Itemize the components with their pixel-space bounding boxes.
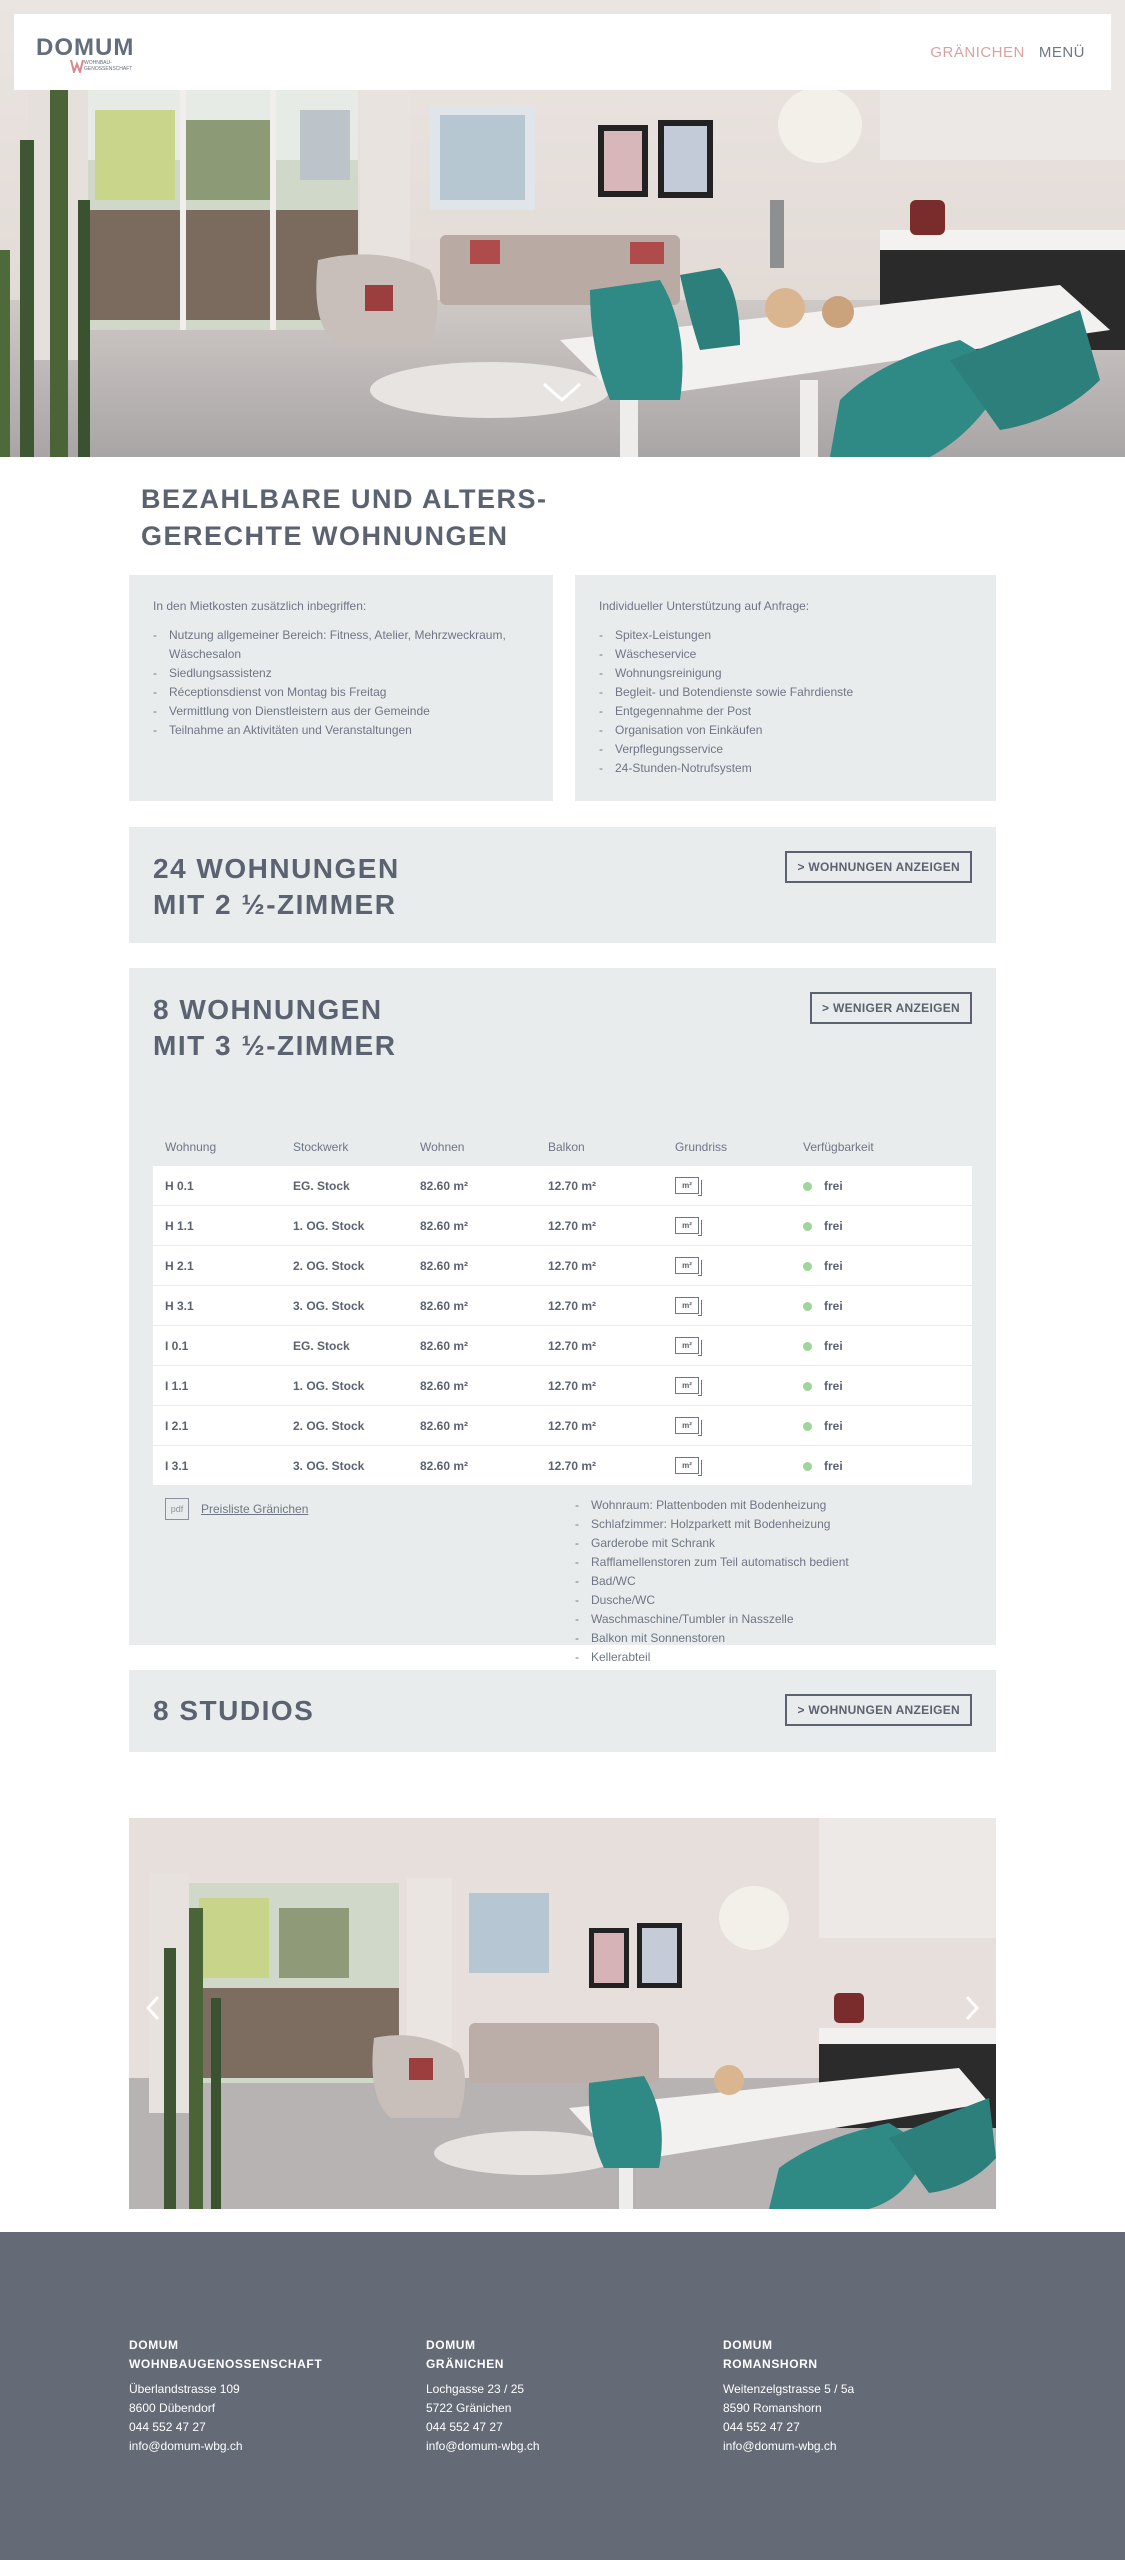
column-header: Wohnung — [165, 1140, 217, 1154]
image-gallery — [129, 1818, 996, 2209]
section-3-5-rooms — [129, 968, 996, 1664]
availability-status: frei — [824, 1298, 843, 1313]
availability-cell — [791, 1446, 972, 1485]
footer-address-street: Überlandstrasse 109 — [129, 2382, 240, 2396]
availability-status: frei — [824, 1218, 843, 1233]
list-item: - Bad/WC — [575, 1572, 849, 1591]
floorplan-cell — [663, 1326, 791, 1365]
list-item: - Vermittlung von Dienstleistern aus der Gemeinde — [153, 702, 529, 721]
show-apartments-button[interactable]: > WOHNUNGEN ANZEIGEN — [785, 851, 972, 883]
floorplan-icon[interactable]: m² — [675, 1177, 699, 1194]
features-list — [575, 1496, 849, 1667]
floor: 2. OG. Stock — [281, 1406, 408, 1445]
list-item: - Waschmaschine/Tumbler in Nasszelle — [575, 1610, 849, 1629]
unit-id: I 3.1 — [153, 1446, 281, 1485]
living-area: 82.60 m² — [408, 1446, 536, 1485]
availability-cell — [791, 1286, 972, 1325]
list-item: - Dusche/WC — [575, 1591, 849, 1610]
list-item: - Nutzung allgemeiner Bereich: Fitness, Atelier, Mehrzweckraum, Wäschesalon — [153, 626, 529, 664]
footer-heading — [426, 2336, 540, 2374]
footer-heading-line-1: DOMUM — [426, 2338, 476, 2352]
show-less-button[interactable]: > WENIGER ANZEIGEN — [810, 992, 972, 1024]
page-title — [141, 481, 547, 555]
availability-cell — [791, 1246, 972, 1285]
floor: 3. OG. Stock — [281, 1446, 408, 1485]
footer-email[interactable]: info@domum-wbg.ch — [426, 2439, 540, 2453]
included-services-intro: In den Mietkosten zusätzlich inbegriffen: — [153, 599, 367, 613]
list-item: - Rafflamellenstoren zum Teil automatisch bedient — [575, 1553, 849, 1572]
footer-heading — [129, 2336, 322, 2374]
living-area: 82.60 m² — [408, 1206, 536, 1245]
table-row[interactable] — [153, 1326, 972, 1365]
list-item: - 24-Stunden-Notrufsystem — [599, 759, 972, 778]
footer-address-city: 5722 Gränichen — [426, 2401, 512, 2415]
table-row[interactable] — [153, 1366, 972, 1405]
list-item: - Kellerabteil — [575, 1648, 849, 1667]
footer-phone[interactable]: 044 552 47 27 — [426, 2420, 503, 2434]
available-dot-icon — [803, 1182, 812, 1191]
list-item: - Wohnungsreinigung — [599, 664, 972, 683]
floor: 2. OG. Stock — [281, 1246, 408, 1285]
chevron-down-icon[interactable] — [541, 381, 583, 405]
availability-status: frei — [824, 1418, 843, 1433]
balcony-area: 12.70 m² — [536, 1366, 663, 1405]
table-row[interactable] — [153, 1286, 972, 1325]
floorplan-icon[interactable]: m² — [675, 1457, 699, 1474]
chevron-left-icon[interactable] — [145, 1994, 161, 2022]
nav-link-graenichen[interactable]: GRÄNICHEN — [930, 44, 1025, 61]
availability-cell — [791, 1366, 972, 1405]
included-services-list — [153, 626, 529, 740]
section-2-5-rooms — [129, 827, 996, 943]
availability-cell — [791, 1166, 972, 1205]
footer-heading-line-2: ROMANSHORN — [723, 2357, 818, 2371]
price-list-link[interactable] — [165, 1498, 308, 1520]
footer-contact-duebendorf — [129, 2336, 322, 2456]
menu-button[interactable]: MENÜ — [1038, 44, 1085, 61]
optional-services-box — [575, 575, 996, 801]
floorplan-icon[interactable]: m² — [675, 1257, 699, 1274]
footer-contact-graenichen — [426, 2336, 540, 2456]
footer-address-street: Lochgasse 23 / 25 — [426, 2382, 525, 2396]
floorplan-cell — [663, 1166, 791, 1205]
list-item: - Teilnahme an Aktivitäten und Veranstaltungen — [153, 721, 529, 740]
site-footer — [0, 2232, 1125, 2560]
column-header: Verfügbarkeit — [803, 1140, 874, 1154]
floorplan-icon[interactable]: m² — [675, 1217, 699, 1234]
balcony-area: 12.70 m² — [536, 1446, 663, 1485]
unit-id: H 3.1 — [153, 1286, 281, 1325]
hero-image — [0, 0, 1125, 457]
table-row[interactable] — [153, 1206, 972, 1245]
availability-cell — [791, 1406, 972, 1445]
floor: 1. OG. Stock — [281, 1206, 408, 1245]
site-header — [14, 14, 1111, 90]
main-nav — [930, 44, 1085, 61]
table-row[interactable] — [153, 1446, 972, 1485]
available-dot-icon — [803, 1382, 812, 1391]
floor: EG. Stock — [281, 1166, 408, 1205]
living-area: 82.60 m² — [408, 1246, 536, 1285]
floorplan-icon[interactable]: m² — [675, 1297, 699, 1314]
floorplan-cell — [663, 1246, 791, 1285]
floorplan-cell — [663, 1446, 791, 1485]
living-area: 82.60 m² — [408, 1366, 536, 1405]
list-item: - Organisation von Einkäufen — [599, 721, 972, 740]
page-title-line-1: BEZAHLBARE UND ALTERS- — [141, 484, 548, 514]
list-item: - Schlafzimmer: Holzparkett mit Bodenheizung — [575, 1515, 849, 1534]
pdf-icon: pdf — [165, 1498, 189, 1520]
available-dot-icon — [803, 1462, 812, 1471]
availability-status: frei — [824, 1378, 843, 1393]
section-title — [153, 851, 400, 923]
list-item: - Réceptionsdienst von Montag bis Freitag — [153, 683, 529, 702]
logo-mark-icon — [70, 59, 84, 73]
footer-address-city: 8590 Romanshorn — [723, 2401, 822, 2415]
logo-subtitle: WOHNBAU-GENOSSENSCHAFT — [84, 60, 133, 72]
list-item: - Siedlungsassistenz — [153, 664, 529, 683]
footer-phone[interactable]: 044 552 47 27 — [723, 2420, 800, 2434]
floorplan-icon[interactable]: m² — [675, 1377, 699, 1394]
table-header-row — [153, 1129, 972, 1165]
logo-wordmark: DOMUM — [36, 34, 135, 61]
unit-id: H 0.1 — [153, 1166, 281, 1205]
column-header: Stockwerk — [293, 1140, 349, 1154]
unit-id: I 1.1 — [153, 1366, 281, 1405]
unit-id: H 1.1 — [153, 1206, 281, 1245]
column-header: Balkon — [548, 1140, 585, 1154]
available-dot-icon — [803, 1302, 812, 1311]
footer-heading-line-1: DOMUM — [129, 2338, 179, 2352]
footer-heading-line-2: WOHNBAUGENOSSENSCHAFT — [129, 2357, 323, 2371]
available-dot-icon — [803, 1262, 812, 1271]
floor: EG. Stock — [281, 1326, 408, 1365]
floorplan-icon[interactable]: m² — [675, 1337, 699, 1354]
footer-contact-romanshorn — [723, 2336, 854, 2456]
unit-id: H 2.1 — [153, 1246, 281, 1285]
section-title-line-1: 24 WOHNUNGEN — [153, 853, 400, 884]
price-list-label[interactable]: Preisliste Gränichen — [201, 1502, 309, 1516]
unit-id: I 2.1 — [153, 1406, 281, 1445]
included-services-box — [129, 575, 553, 801]
table-row[interactable] — [153, 1406, 972, 1445]
available-dot-icon — [803, 1422, 812, 1431]
living-area: 82.60 m² — [408, 1166, 536, 1205]
footer-phone[interactable]: 044 552 47 27 — [129, 2420, 206, 2434]
living-area: 82.60 m² — [408, 1326, 536, 1365]
balcony-area: 12.70 m² — [536, 1166, 663, 1205]
floor: 3. OG. Stock — [281, 1286, 408, 1325]
footer-heading-line-1: DOMUM — [723, 2338, 773, 2352]
apartments-table — [153, 1128, 972, 1486]
list-item: - Entgegennahme der Post — [599, 702, 972, 721]
optional-services-list — [599, 626, 972, 778]
availability-status: frei — [824, 1178, 843, 1193]
list-item: - Verpflegungsservice — [599, 740, 972, 759]
balcony-area: 12.70 m² — [536, 1246, 663, 1285]
section-title: 8 STUDIOS — [153, 1695, 315, 1726]
footer-email[interactable]: info@domum-wbg.ch — [129, 2439, 243, 2453]
available-dot-icon — [803, 1222, 812, 1231]
footer-heading — [723, 2336, 854, 2374]
chevron-right-icon[interactable] — [964, 1994, 980, 2022]
available-dot-icon — [803, 1342, 812, 1351]
living-area: 82.60 m² — [408, 1286, 536, 1325]
optional-services-intro: Individueller Unterstützung auf Anfrage: — [599, 599, 810, 613]
list-item: - Garderobe mit Schrank — [575, 1534, 849, 1553]
availability-status: frei — [824, 1338, 843, 1353]
section-title — [153, 992, 396, 1064]
list-item: - Balkon mit Sonnenstoren — [575, 1629, 849, 1648]
floor: 1. OG. Stock — [281, 1366, 408, 1405]
list-item: - Spitex-Leistungen — [599, 626, 972, 645]
table-row[interactable] — [153, 1246, 972, 1285]
list-item: - Wäscheservice — [599, 645, 972, 664]
availability-status: frei — [824, 1458, 843, 1473]
footer-heading-line-2: GRÄNICHEN — [426, 2357, 505, 2371]
table-row[interactable] — [153, 1166, 972, 1205]
section-title-line-2: MIT 2 ½-ZIMMER — [153, 889, 397, 920]
living-area: 82.60 m² — [408, 1406, 536, 1445]
section-title-line-2: MIT 3 ½-ZIMMER — [153, 1030, 397, 1061]
availability-cell — [791, 1326, 972, 1365]
section-studios — [129, 1670, 996, 1752]
list-item: - Wohnraum: Plattenboden mit Bodenheizung — [575, 1496, 849, 1515]
list-item: - Begleit- und Botendienste sowie Fahrdienste — [599, 683, 972, 702]
floorplan-cell — [663, 1206, 791, 1245]
floorplan-cell — [663, 1406, 791, 1445]
floorplan-cell — [663, 1366, 791, 1405]
floorplan-icon[interactable]: m² — [675, 1417, 699, 1434]
footer-email[interactable]: info@domum-wbg.ch — [723, 2439, 837, 2453]
page-title-line-2: GERECHTE WOHNUNGEN — [141, 521, 509, 551]
balcony-area: 12.70 m² — [536, 1406, 663, 1445]
domum-logo[interactable] — [36, 34, 146, 74]
footer-address-city: 8600 Dübendorf — [129, 2401, 216, 2415]
footer-address-street: Weitenzelgstrasse 5 / 5a — [723, 2382, 855, 2396]
column-header: Grundriss — [675, 1140, 728, 1154]
availability-cell — [791, 1206, 972, 1245]
gallery-photo — [129, 1818, 996, 2209]
balcony-area: 12.70 m² — [536, 1326, 663, 1365]
column-header: Wohnen — [420, 1140, 465, 1154]
show-studios-button[interactable]: > WOHNUNGEN ANZEIGEN — [785, 1694, 972, 1726]
section-title-line-1: 8 WOHNUNGEN — [153, 994, 383, 1025]
balcony-area: 12.70 m² — [536, 1286, 663, 1325]
balcony-area: 12.70 m² — [536, 1206, 663, 1245]
availability-status: frei — [824, 1258, 843, 1273]
unit-id: I 0.1 — [153, 1326, 281, 1365]
floorplan-cell — [663, 1286, 791, 1325]
